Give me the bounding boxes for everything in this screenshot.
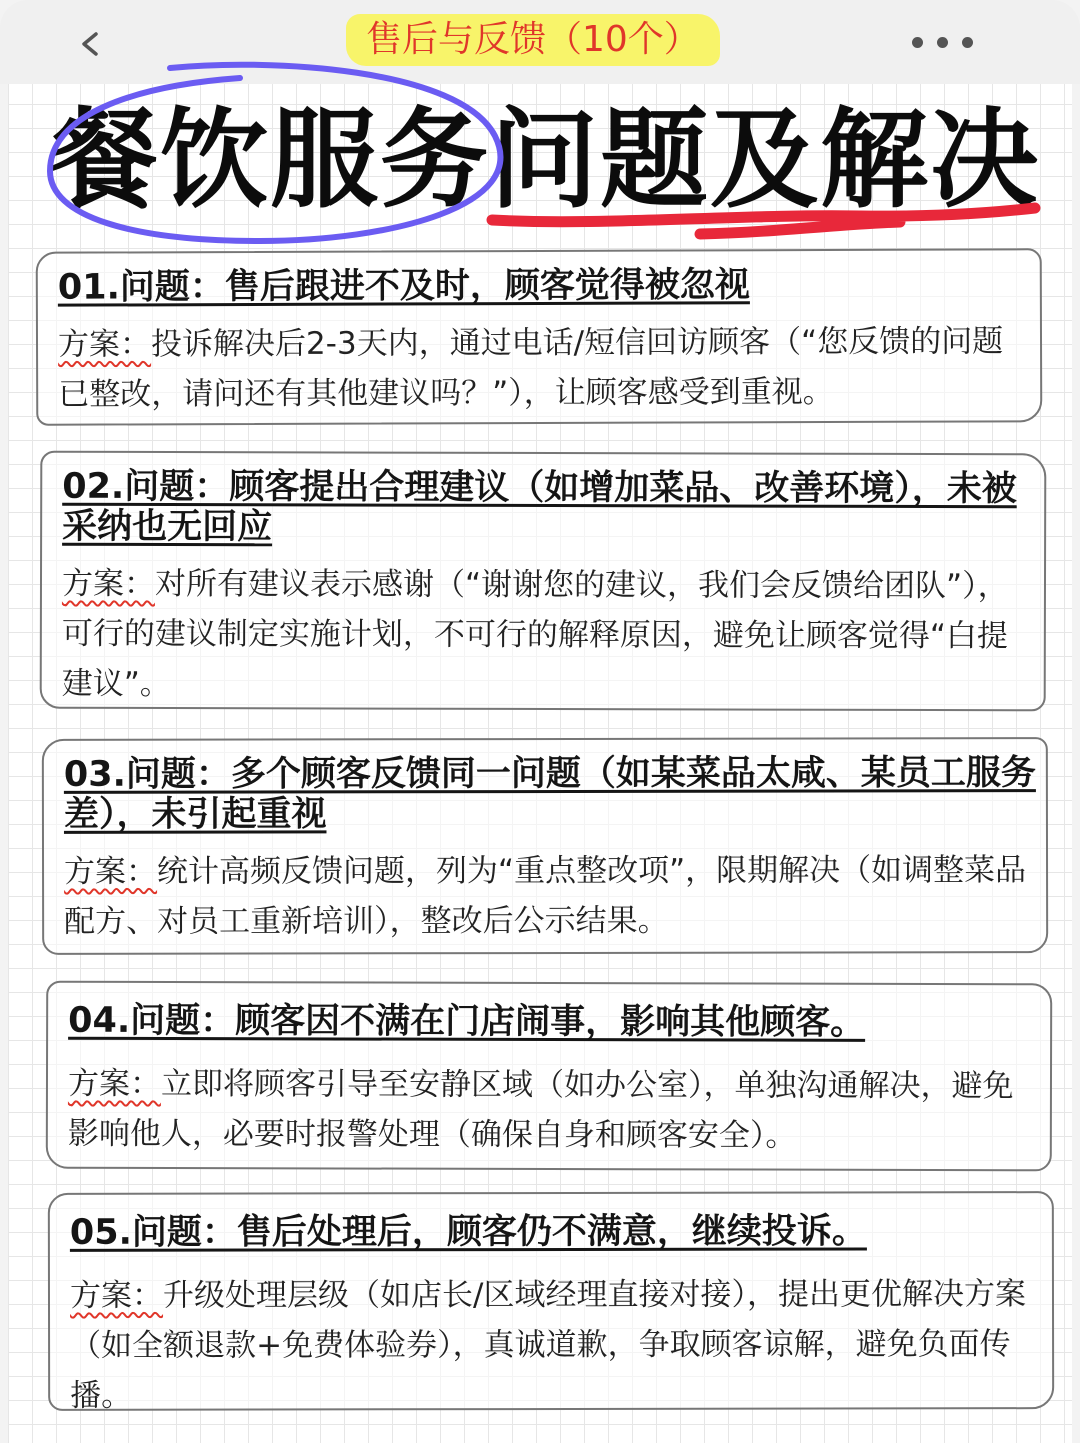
question-text: 03.问题：多个顾客反馈同一问题（如某菜品太咸、某员工服务差），未引起重视	[63, 753, 1036, 835]
answer-body: 升级处理层级（如店长/区域经理直接对接），提出更优解决方案（如全额退款+免费体验券），真诚道歉，争取顾客谅解，避免负面传播。	[70, 1276, 1026, 1414]
hand-drawn-circle	[40, 56, 520, 256]
answer-text	[62, 559, 1036, 712]
dot	[912, 37, 923, 48]
answer-label: 方案：	[57, 326, 152, 363]
answer-body: 对所有建议表示感谢（“谢谢您的建议，我们会反馈给团队”），可行的建议制定实施计划，不可行的解释原因，避免让顾客觉得“白提建议”。	[61, 565, 1009, 703]
more-dots-icon[interactable]	[912, 30, 996, 54]
qa-card-3	[42, 737, 1048, 955]
dot	[937, 37, 948, 48]
question-text: 05.问题：售后处理后，顾客仍不满意，继续投诉。	[69, 1211, 867, 1253]
answer-label: 方案：	[67, 1065, 162, 1102]
question-text: 01.问题：售后跟进不及时，顾客觉得被忽视	[57, 265, 750, 308]
qa-card-4	[46, 981, 1052, 1172]
qa-card-5	[48, 1191, 1054, 1414]
answer-label: 方案：	[69, 1277, 164, 1314]
qa-card-1	[36, 248, 1043, 426]
answer-label: 方案：	[64, 853, 158, 890]
page-title: 餐饮服务问题及解决	[49, 98, 1040, 223]
answer-label: 方案：	[61, 565, 156, 602]
dot	[962, 37, 973, 48]
answer-body: 统计高频反馈问题，列为“重点整改项”，限期解决（如调整菜品配方、对员工重新培训），整改后公示结果。	[64, 852, 1027, 940]
page-tag: 售后与反馈（10个）	[346, 14, 720, 66]
question-text: 04.问题：顾客因不满在门店闹事，影响其他顾客。	[68, 1000, 866, 1043]
qa-card-2	[40, 451, 1047, 712]
answer-text	[68, 1059, 1042, 1162]
question-text: 02.问题：顾客提出合理建议（如增加菜品、改善环境），未被采纳也无回应	[62, 466, 1017, 548]
answer-text	[58, 316, 1032, 419]
answer-text	[64, 845, 1038, 947]
answer-body: 投诉解决后2-3天内，通过电话/短信回访顾客（“您反馈的问题已整改，请问还有其他建议吗？”），让顾客感受到重视。	[58, 323, 1004, 413]
red-marker-underline	[480, 188, 1050, 248]
answer-body: 立即将顾客引导至安静区域（如办公室），单独沟通解决，避免影响他人，必要时报警处理（确保自身和顾客安全）。	[67, 1065, 1014, 1154]
answer-text	[70, 1269, 1044, 1421]
